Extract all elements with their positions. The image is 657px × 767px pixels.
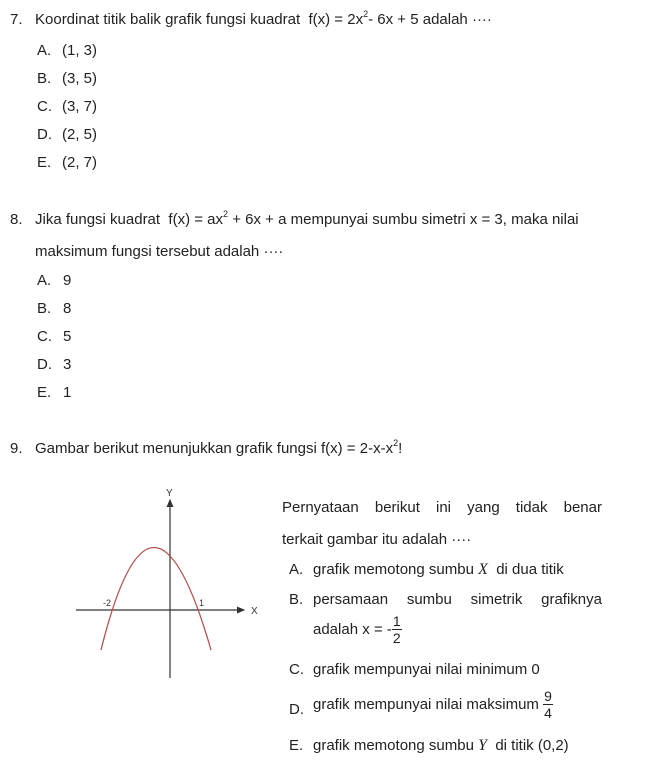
parabola-graph (70, 475, 270, 685)
formula: $f(x) = ax^2 + 6x + a$ (168, 209, 287, 228)
question-number: 8. (10, 211, 23, 228)
prompt-line1: Pernyataan berikut ini yang tidak benar (282, 499, 602, 516)
fraction: $\frac{1}{2}$ (392, 613, 401, 646)
question-text: Gambar berikut menunjukkan grafik fungsi $f(x) = 2-x-x^2$! (35, 438, 403, 457)
variable-y: Y (478, 737, 487, 754)
x-axis-label: X (251, 606, 258, 617)
parabola-curve (101, 548, 211, 651)
formula: $f(x) = 2x^2-$ 6x + 5 (308, 9, 419, 28)
question-number: 7. (10, 11, 23, 28)
root-right-label: 1 (199, 598, 205, 608)
root-left-label: -2 (103, 598, 112, 608)
question-text: Jika fungsi kuadrat $f(x) = ax^2 + 6x + a$ mempunyai sumbu simetri x = 3, maka nilai (35, 209, 579, 228)
question-number: 9. (10, 440, 23, 457)
question-text: Koordinat titik balik grafik fungsi kuadrat $f(x) = 2x^2-$ 6x + 5 adalah ···· (35, 9, 492, 28)
formula: $f(x) = 2-x-x^2$! (320, 438, 403, 457)
question-text-line2: maksimum fungsi tersebut adalah ···· (35, 243, 284, 260)
y-axis-label: Y (166, 488, 173, 499)
variable-x: X (478, 561, 488, 578)
prompt-line2: terkait gambar itu adalah ···· (282, 531, 472, 548)
fraction: $\frac{9}{4}$ (544, 688, 552, 721)
